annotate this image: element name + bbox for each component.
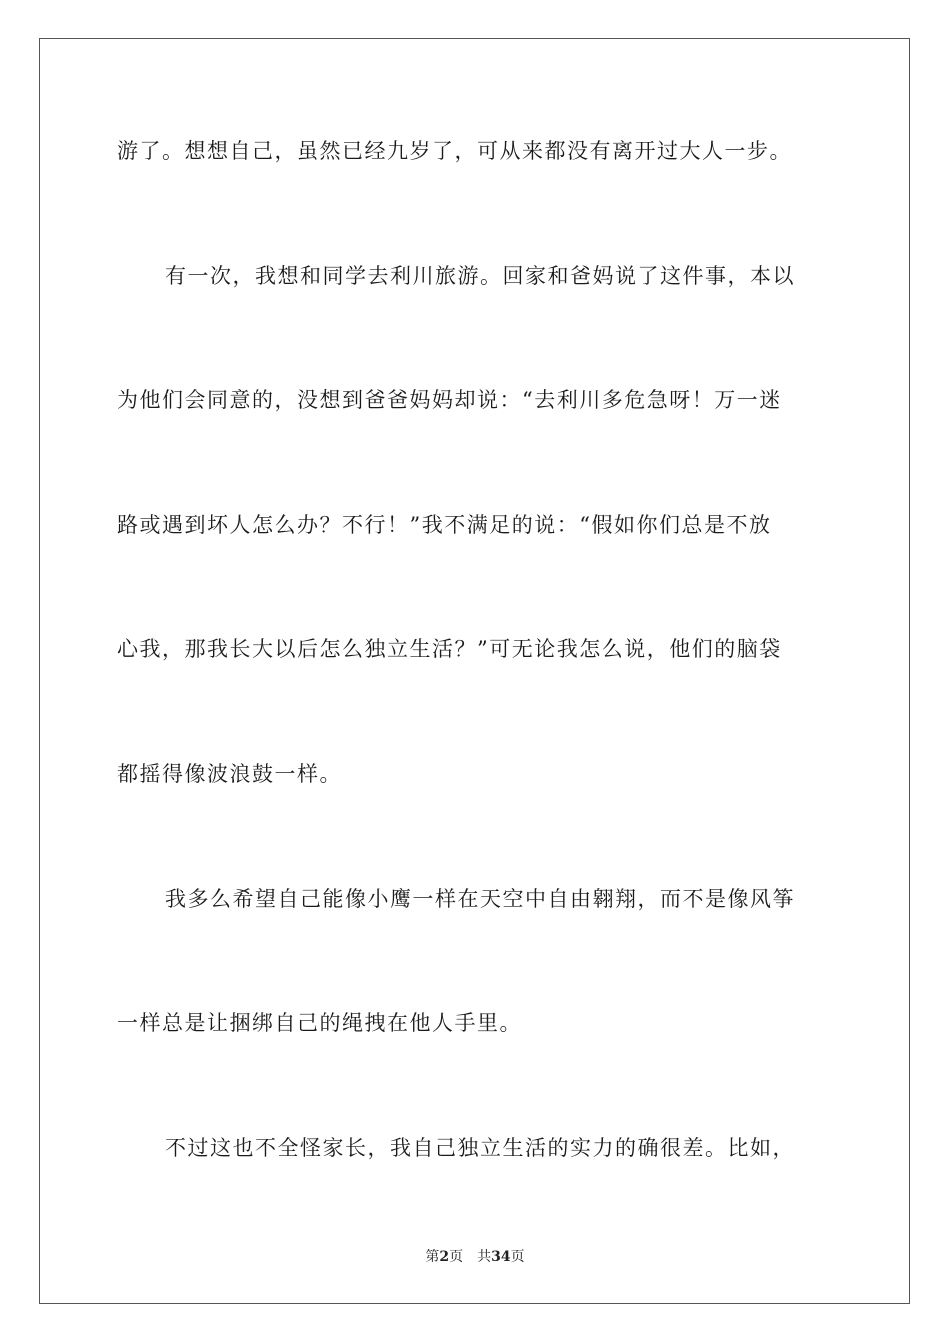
total-pages: 34	[491, 1249, 511, 1265]
page-number: 2	[439, 1249, 450, 1265]
total-prefix: 共	[477, 1249, 492, 1265]
paragraph-first-line: 我多么希望自己能像小鹰一样在天空中自由翱翔，而不是像风筝	[165, 887, 795, 911]
text-line: 心我，那我长大以后怎么独立生活？”可无论我怎么说，他们的脑袋	[117, 637, 782, 661]
text-line: 为他们会同意的，没想到爸爸妈妈却说：“去利川多危急呀！万一迷	[117, 388, 782, 412]
page-suffix: 页	[449, 1249, 464, 1265]
text-line: 一样总是让捆绑自己的绳拽在他人手里。	[117, 1011, 522, 1035]
text-line: 游了。想想自己，虽然已经九岁了，可从来都没有离开过大人一步。	[117, 139, 792, 163]
text-line: 都摇得像波浪鼓一样。	[117, 762, 342, 786]
paragraph-first-line: 有一次，我想和同学去利川旅游。回家和爸妈说了这件事，本以	[165, 264, 795, 288]
text-line: 路或遇到坏人怎么办？不行！”我不满足的说：“假如你们总是不放	[117, 513, 772, 537]
page-frame	[39, 38, 910, 1304]
total-suffix: 页	[510, 1249, 525, 1265]
paragraph-first-line: 不过这也不全怪家长，我自己独立生活的实力的确很差。比如，	[165, 1136, 795, 1160]
page-prefix: 第	[425, 1249, 440, 1265]
page-footer	[0, 1247, 950, 1267]
